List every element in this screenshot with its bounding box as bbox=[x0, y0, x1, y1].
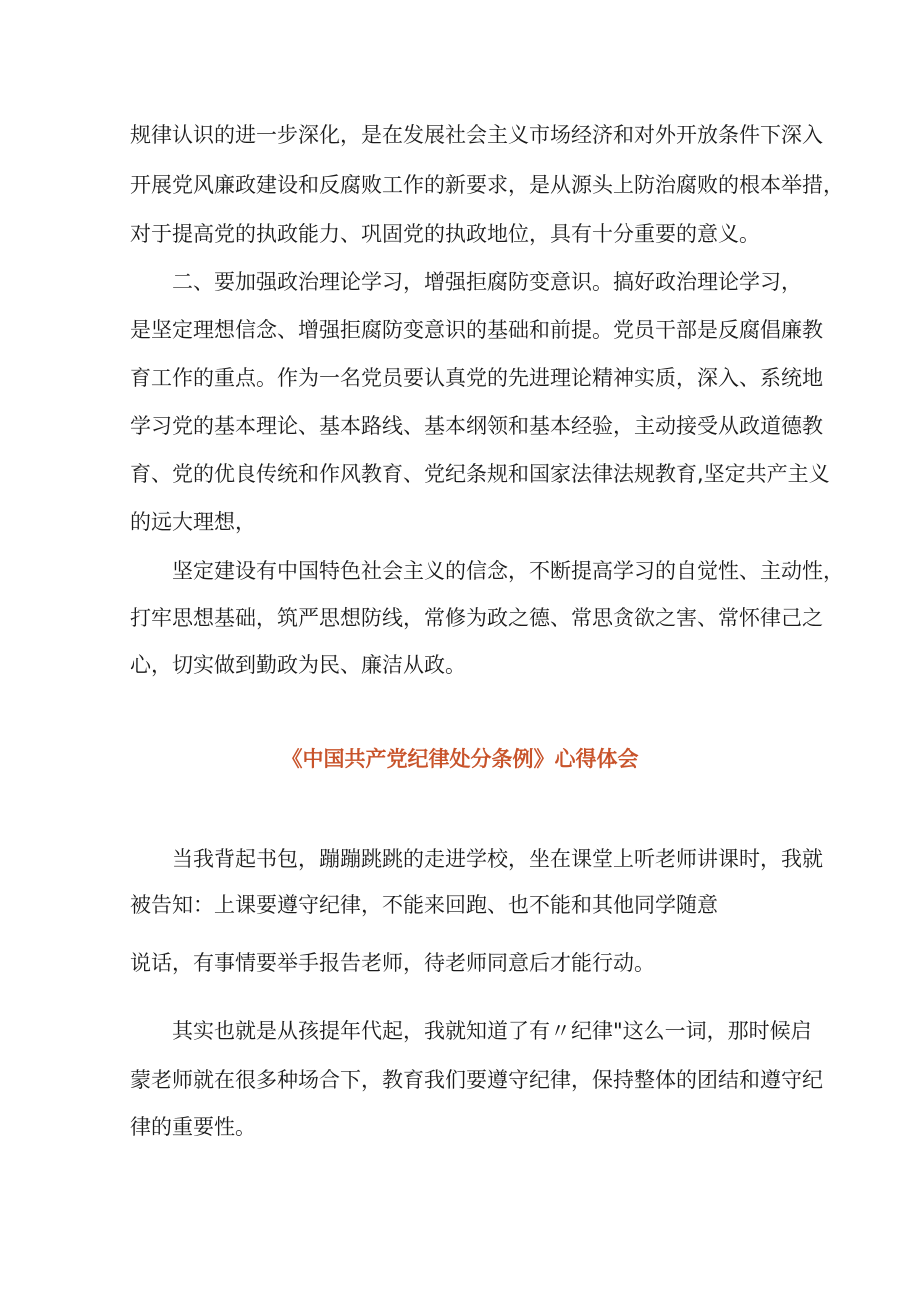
paragraph-line: 育工作的重点。作为一名党员要认真党的先进理论精神实质，深入、系统地 bbox=[130, 366, 823, 390]
paragraph-line: 规律认识的进一步深化，是在发展社会主义市场经济和对外开放条件下深入 bbox=[130, 123, 823, 147]
paragraph-line: 律的重要性。 bbox=[130, 1115, 256, 1139]
paragraph-line: 二、要加强政治理论学习，增强拒腐防变意识。搞好政治理论学习， bbox=[172, 270, 802, 294]
paragraph-line: 打牢思想基础，筑严思想防线，常修为政之德、常思贪欲之害、常怀律己之 bbox=[130, 606, 823, 630]
paragraph-line: 学习党的基本理论、基本路线、基本纲领和基本经验，主动接受从政道德教 bbox=[130, 414, 823, 438]
paragraph-line: 其实也就是从孩提年代起，我就知道了有〃纪律"这么一词，那时候启 bbox=[172, 1019, 812, 1043]
paragraph-line: 的远大理想， bbox=[130, 510, 256, 534]
paragraph-line: 蒙老师就在很多种场合下，教育我们要遵守纪律，保持整体的团结和遵守纪 bbox=[130, 1068, 823, 1092]
paragraph-line: 被告知：上课要遵守纪律，不能来回跑、也不能和其他同学随意 bbox=[130, 893, 718, 917]
paragraph-line: 开展党风廉政建设和反腐败工作的新要求，是从源头上防治腐败的根本举措， bbox=[130, 173, 844, 197]
paragraph-line: 坚定建设有中国特色社会主义的信念，不断提高学习的自觉性、主动性， bbox=[172, 559, 844, 583]
paragraph-line: 说话，有事情要举手报告老师，待老师同意后才能行动。 bbox=[130, 951, 655, 975]
paragraph-line: 心，切实做到勤政为民、廉洁从政。 bbox=[130, 653, 466, 677]
paragraph-line: 当我背起书包，蹦蹦跳跳的走进学校，坐在课堂上听老师讲课时，我就 bbox=[172, 847, 823, 871]
paragraph-line: 是坚定理想信念、增强拒腐防变意识的基础和前提。党员干部是反腐倡廉教 bbox=[130, 318, 823, 342]
article-title: 《中国共产党纪律处分条例》心得体会 bbox=[281, 747, 639, 771]
paragraph-line: 对于提高党的执政能力、巩固党的执政地位，具有十分重要的意义。 bbox=[130, 222, 760, 246]
paragraph-line: 育、党的优良传统和作风教育、党纪条规和国家法律法规教育,坚定共产主义 bbox=[130, 462, 830, 486]
